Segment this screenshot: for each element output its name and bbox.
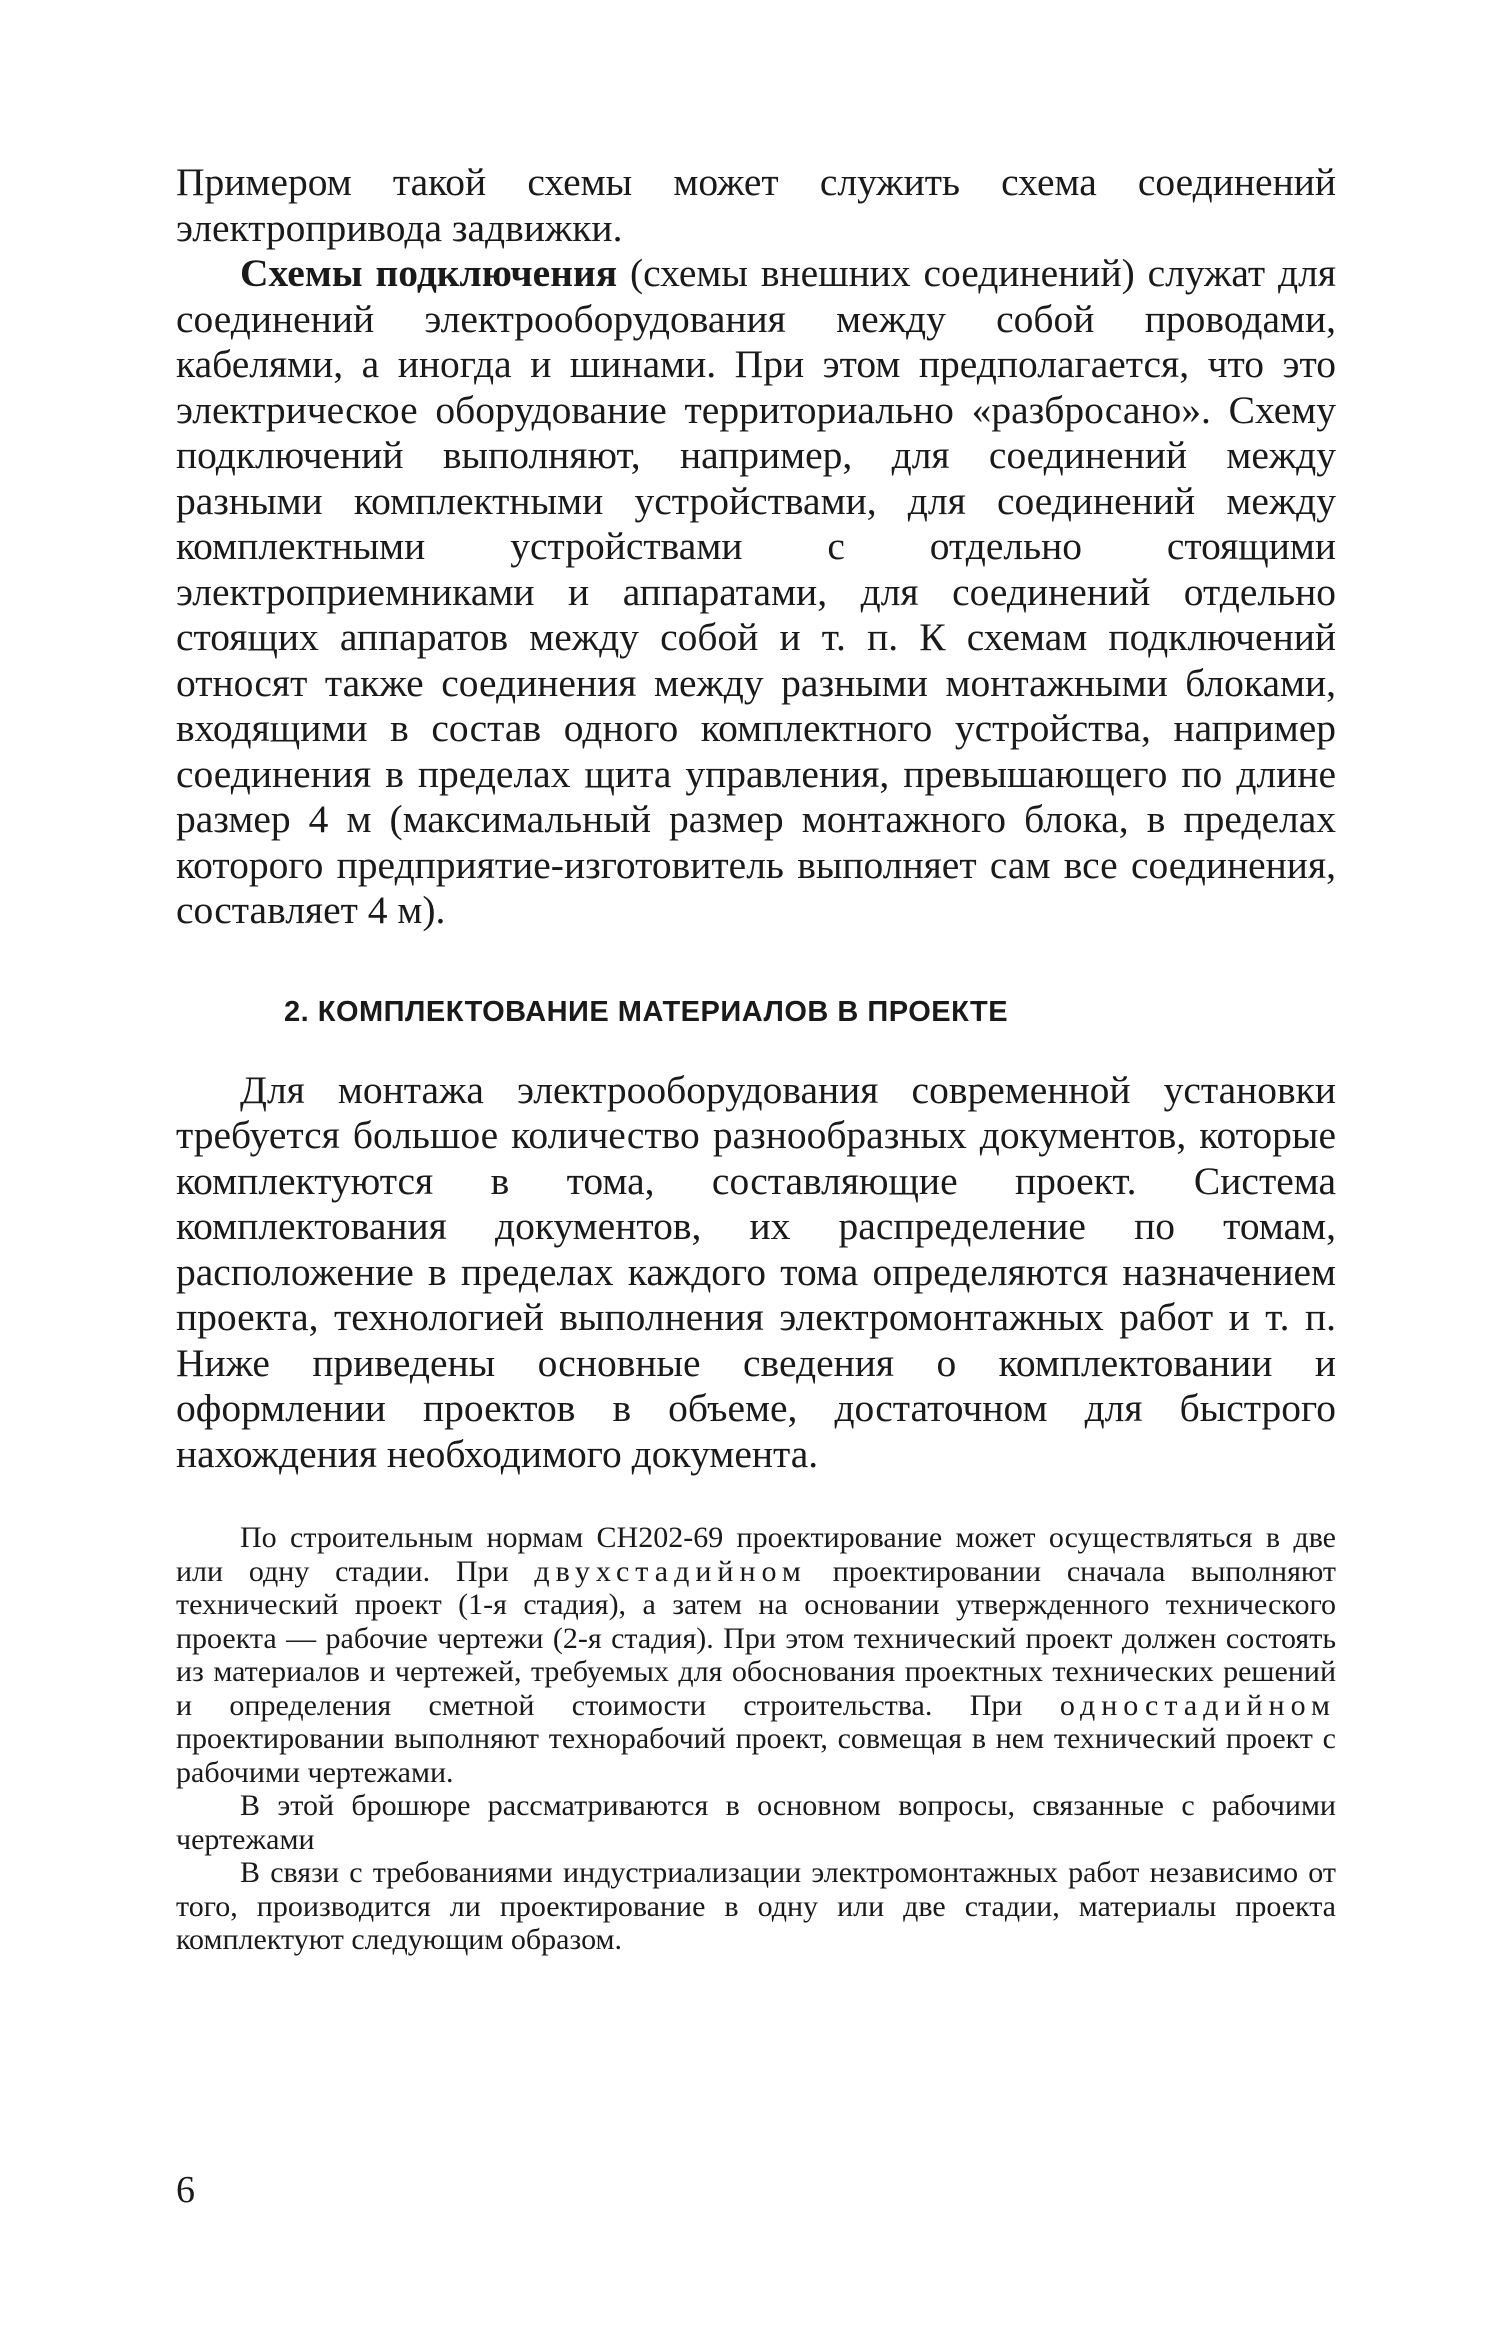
emphasis-one-stage: одностадийном [1059, 1688, 1336, 1722]
term-connection-schemes: Схемы подключения [240, 251, 618, 295]
small-paragraph-norms [176, 1521, 1336, 1789]
paragraph-materials: Для монтажа электрооборудования современной установки требуется большое количество разнообразных документов, которые комплектуются в тома, составляющие проект. Система комплектования документов, их распределение по томам, расположение в пределах каждого тома определяются назначением проекта, технологией выполнения электромонтажных работ и т. п. Ниже приведены основные сведения о комплектовании и оформлении проектов в объеме, достаточном для быстрого нахождения необходимого документа. [176, 1067, 1336, 1476]
paragraph-intro: Примером такой схемы может служить схема соединений электропривода задвижки. [176, 160, 1336, 250]
paragraph-connection-schemes [176, 251, 1336, 934]
small-text: По строительным нормам СН202-69 проектирование может осуществляться в две или одну стадии. При [176, 1521, 1336, 1588]
page-number: 6 [176, 2169, 195, 2211]
emphasis-two-stage: двухстадийном [534, 1554, 807, 1588]
small-paragraph-brochure: В этой брошюре рассматриваются в основном вопросы, связанные с рабочими чертежами [176, 1789, 1336, 1856]
page-content [176, 160, 1336, 1957]
spacer [176, 1477, 1336, 1521]
small-paragraph-industrialization: В связи с требованиями индустриализации электромонтажных работ независимо от того, производится ли проектирование в одну или две стадии, материалы проекта комплектуют следующим образом. [176, 1856, 1336, 1956]
small-text: проектировании выполняют технорабочий проект, совмещая в нем технический проект с рабочими чертежами. [176, 1722, 1336, 1789]
section-heading: 2. КОМПЛЕКТОВАНИЕ МАТЕРИАЛОВ В ПРОЕКТЕ [284, 995, 1009, 1028]
paragraph-connection-schemes-text: (схемы внешних соединений) служат для соединений электрооборудования между собой проводами, кабелями, а иногда и шинами. При этом предполагается, что это электрическое оборудование территориально «разбросано». Схему подключений выполняют, например, для соединений между разными комплектными устройствами, для соединений между комплектными устройствами с отдельно стоящими электроприемниками и аппаратами, для соединений отдельно стоящих аппаратов между собой и т. п. К схемам подключений относят также соединения между разными монтажными блоками, входящими в состав одного комплектного устройства, например соединения в пределах щита управления, превышающего по длине размер 4 м (максимальный размер монтажного блока, в пределах которого предприятие-изготовитель выполняет сам все соединения, составляет 4 м). [176, 251, 1336, 932]
small-text: проектировании сначала выполняют технический проект (1-я стадия), а затем на основании утвержденного технического проекта — рабочие чертежи (2-я стадия). При этом технический проект должен состоять из материалов и чертежей, требуемых для обоснования проектных технических решений и определения сметной стоимости строительства. При [176, 1554, 1337, 1722]
